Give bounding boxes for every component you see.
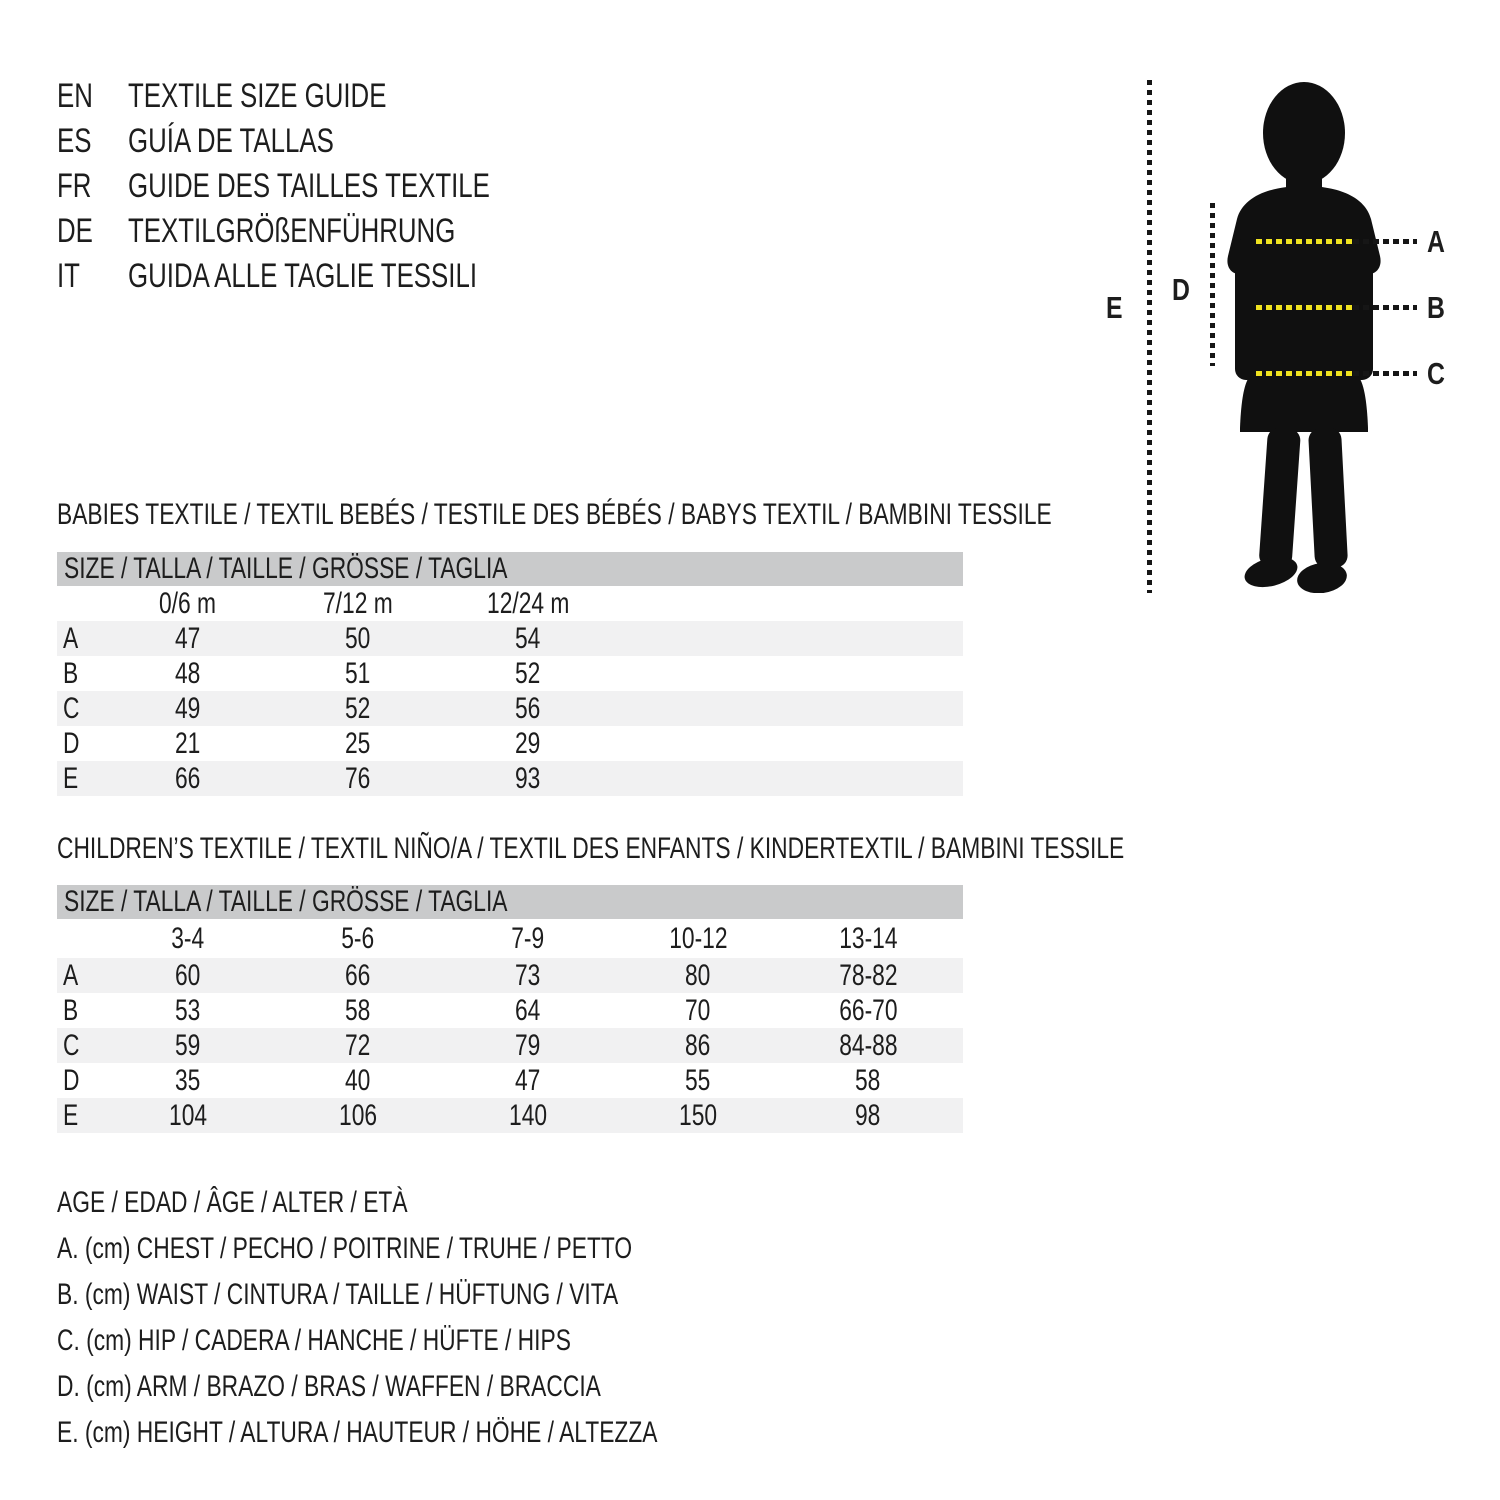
table-row <box>57 1028 963 1063</box>
cell-text: 140 <box>508 1098 548 1132</box>
chest-measure-dash-yellow <box>1256 239 1353 244</box>
cell-text: 25 <box>345 726 371 760</box>
cell-text: 54 <box>515 621 541 655</box>
language-code-text: IT <box>57 257 80 295</box>
row-letter-text: B <box>63 993 79 1027</box>
table-row <box>57 761 963 796</box>
table-row <box>57 726 963 761</box>
cell-text: 76 <box>345 761 371 795</box>
table-row <box>57 1098 963 1133</box>
row-letter-text: E <box>63 761 79 795</box>
language-code <box>57 257 128 296</box>
row-letter-text: D <box>63 726 80 760</box>
column-header-text: 13-14 <box>838 921 898 955</box>
row-letter <box>57 1064 103 1098</box>
cell-text: 58 <box>855 1063 881 1097</box>
table-cell <box>443 692 613 726</box>
table-row <box>57 993 963 1028</box>
table-cell <box>103 692 273 726</box>
cell-text: 35 <box>175 1063 201 1097</box>
children-size-table <box>57 885 963 1133</box>
table-cell <box>443 994 613 1028</box>
language-row <box>57 74 604 119</box>
column-header <box>273 922 443 956</box>
legend-line-arm <box>57 1364 847 1410</box>
table-cell <box>273 1064 443 1098</box>
cell-text: 29 <box>515 726 541 760</box>
cell-text: 40 <box>345 1063 371 1097</box>
cell-text: 53 <box>175 993 201 1027</box>
cell-text: 98 <box>855 1098 881 1132</box>
legend-line-text: A. (cm) CHEST / PECHO / POITRINE / TRUHE / PETTO <box>57 1232 633 1265</box>
children-table-header-bar <box>57 885 963 919</box>
table-cell <box>783 994 953 1028</box>
column-header <box>613 922 783 956</box>
row-letter-text: A <box>63 621 79 655</box>
table-row <box>57 958 963 993</box>
column-header-text: 5-6 <box>341 921 375 955</box>
babies-size-table <box>57 552 963 796</box>
cell-text: 93 <box>515 761 541 795</box>
language-title-list <box>57 74 604 299</box>
language-title <box>128 122 399 161</box>
language-row <box>57 164 604 209</box>
language-code <box>57 122 128 161</box>
column-header-text: 3-4 <box>171 921 205 955</box>
silhouette-right-leg <box>1308 427 1348 569</box>
legend-line-text: B. (cm) WAIST / CINTURA / TAILLE / HÜFTUNG / VITA <box>57 1278 619 1311</box>
language-title-text: GUIDA ALLE TAGLIE TESSILI <box>128 257 478 295</box>
cell-text: 55 <box>685 1063 711 1097</box>
language-code <box>57 77 128 116</box>
cell-text: 58 <box>345 993 371 1027</box>
table-cell <box>103 657 273 691</box>
cell-text: 70 <box>685 993 711 1027</box>
table-cell <box>273 622 443 656</box>
language-code <box>57 167 128 206</box>
table-cell <box>273 727 443 761</box>
legend-line-text: AGE / EDAD / ÂGE / ALTER / ETÀ <box>57 1186 408 1219</box>
cell-text: 47 <box>175 621 201 655</box>
waist-measure-dash-yellow <box>1256 305 1353 310</box>
column-header-text: 12/24 m <box>486 586 570 620</box>
cell-text: 79 <box>515 1028 541 1062</box>
babies-column-header-row <box>57 586 963 621</box>
table-cell <box>273 692 443 726</box>
table-cell <box>103 622 273 656</box>
cell-text: 56 <box>515 691 541 725</box>
cell-text: 51 <box>345 656 371 690</box>
children-column-header-row <box>57 919 963 958</box>
language-title-text: GUÍA DE TALLAS <box>128 122 334 160</box>
table-cell <box>613 959 783 993</box>
row-letter-text: E <box>63 1098 79 1132</box>
cell-text: 64 <box>515 993 541 1027</box>
language-code-text: ES <box>57 122 92 160</box>
row-letter <box>57 994 103 1028</box>
measurement-legend <box>57 1180 847 1456</box>
arm-measure-line-D <box>1210 203 1215 366</box>
babies-section-title <box>57 499 1366 531</box>
babies-size-header-text: SIZE / TALLA / TAILLE / GRÖSSE / TAGLIA <box>64 552 508 585</box>
row-letter <box>57 622 103 656</box>
row-letter-text: C <box>63 691 80 725</box>
legend-line-chest <box>57 1226 847 1272</box>
table-cell <box>613 994 783 1028</box>
babies-table-header-bar <box>57 552 963 586</box>
table-cell <box>443 1099 613 1133</box>
table-cell <box>443 762 613 796</box>
row-letter-text: B <box>63 656 79 690</box>
cell-text: 50 <box>345 621 371 655</box>
cell-text: 80 <box>685 958 711 992</box>
row-letter <box>57 762 103 796</box>
cell-text: 104 <box>168 1098 208 1132</box>
table-cell <box>273 657 443 691</box>
silhouette-left-leg <box>1258 427 1301 569</box>
language-title <box>128 167 604 206</box>
column-header <box>273 587 443 621</box>
row-letter <box>57 959 103 993</box>
legend-line-height <box>57 1410 847 1456</box>
column-header <box>783 922 953 956</box>
legend-line-waist <box>57 1272 847 1318</box>
legend-line-text: E. (cm) HEIGHT / ALTURA / HAUTEUR / HÖHE / ALTEZZA <box>57 1416 658 1449</box>
cell-text: 84-88 <box>838 1028 898 1062</box>
language-title <box>128 257 587 296</box>
table-cell <box>103 959 273 993</box>
row-letter <box>57 657 103 691</box>
cell-text: 21 <box>175 726 201 760</box>
hip-measure-dash-dark <box>1353 371 1417 376</box>
language-title <box>128 212 559 251</box>
cell-text: 47 <box>515 1063 541 1097</box>
table-cell <box>273 994 443 1028</box>
language-code-text: DE <box>57 212 93 250</box>
table-cell <box>273 1029 443 1063</box>
row-letter <box>57 692 103 726</box>
cell-text: 60 <box>175 958 201 992</box>
language-title-text: GUIDE DES TAILLES TEXTILE <box>128 167 490 205</box>
table-cell <box>783 1099 953 1133</box>
cell-text: 66 <box>345 958 371 992</box>
measure-label-D: D <box>1172 272 1190 307</box>
cell-text: 48 <box>175 656 201 690</box>
language-row <box>57 209 604 254</box>
measure-label-A: A <box>1427 224 1445 259</box>
table-cell <box>443 1029 613 1063</box>
legend-line-text: C. (cm) HIP / CADERA / HANCHE / HÜFTE / HIPS <box>57 1324 571 1357</box>
measure-label-B: B <box>1427 290 1445 325</box>
table-cell <box>613 1029 783 1063</box>
table-cell <box>103 1029 273 1063</box>
cell-text: 73 <box>515 958 541 992</box>
table-row <box>57 621 963 656</box>
children-size-header-text: SIZE / TALLA / TAILLE / GRÖSSE / TAGLIA <box>64 885 508 918</box>
table-cell <box>273 1099 443 1133</box>
row-letter-text: D <box>63 1063 80 1097</box>
measure-label-E: E <box>1106 290 1123 325</box>
row-letter <box>57 1099 103 1133</box>
table-cell <box>443 1064 613 1098</box>
table-row <box>57 691 963 726</box>
language-row <box>57 119 604 164</box>
cell-text: 106 <box>338 1098 378 1132</box>
table-cell <box>103 1064 273 1098</box>
cell-text: 86 <box>685 1028 711 1062</box>
legend-line-hip <box>57 1318 847 1364</box>
table-cell <box>783 959 953 993</box>
cell-text: 59 <box>175 1028 201 1062</box>
chest-measure-dash-dark <box>1353 239 1417 244</box>
cell-text: 49 <box>175 691 201 725</box>
waist-measure-dash-dark <box>1353 305 1417 310</box>
table-cell <box>613 1099 783 1133</box>
legend-line-age <box>57 1180 847 1226</box>
language-title-text: TEXTILGRÖßENFÜHRUNG <box>128 212 456 250</box>
children-section-title-text: CHILDREN’S TEXTILE / TEXTIL NIÑO/A / TEXTIL DES ENFANTS / KINDERTEXTIL / BAMBINI TESSILE <box>57 832 1125 865</box>
row-letter-text: C <box>63 1028 80 1062</box>
column-header-text: 0/6 m <box>159 586 217 620</box>
language-code-text: FR <box>57 167 92 205</box>
hip-measure-dash-yellow <box>1256 371 1353 376</box>
row-letter <box>57 727 103 761</box>
language-title-text: TEXTILE SIZE GUIDE <box>128 77 387 115</box>
column-header-text: 7/12 m <box>323 586 393 620</box>
measure-label-C: C <box>1427 356 1445 391</box>
cell-text: 52 <box>345 691 371 725</box>
column-header <box>103 587 273 621</box>
table-cell <box>783 1029 953 1063</box>
cell-text: 66 <box>175 761 201 795</box>
table-cell <box>443 959 613 993</box>
children-section-title <box>57 833 1461 865</box>
table-cell <box>103 762 273 796</box>
language-code <box>57 212 128 251</box>
language-title <box>128 77 468 116</box>
table-row <box>57 656 963 691</box>
row-letter-text: A <box>63 958 79 992</box>
table-cell <box>443 727 613 761</box>
table-cell <box>273 959 443 993</box>
column-header-text: 10-12 <box>668 921 728 955</box>
table-cell <box>783 1064 953 1098</box>
cell-text: 72 <box>345 1028 371 1062</box>
table-cell <box>443 622 613 656</box>
column-header <box>443 922 613 956</box>
table-cell <box>103 727 273 761</box>
babies-section-title-text: BABIES TEXTILE / TEXTIL BEBÉS / TESTILE DES BÉBÉS / BABYS TEXTIL / BAMBINI TESSILE <box>57 498 1052 531</box>
silhouette-head <box>1263 82 1345 184</box>
column-header-text: 7-9 <box>511 921 545 955</box>
column-header <box>103 922 273 956</box>
column-header <box>443 587 613 621</box>
language-row <box>57 254 604 299</box>
row-letter <box>57 1029 103 1063</box>
silhouette-left-arm <box>1235 238 1258 380</box>
table-row <box>57 1063 963 1098</box>
cell-text: 52 <box>515 656 541 690</box>
legend-line-text: D. (cm) ARM / BRAZO / BRAS / WAFFEN / BRACCIA <box>57 1370 601 1403</box>
cell-text: 150 <box>678 1098 718 1132</box>
table-cell <box>273 762 443 796</box>
cell-text: 78-82 <box>838 958 898 992</box>
cell-text: 66-70 <box>838 993 898 1027</box>
table-cell <box>103 1099 273 1133</box>
language-code-text: EN <box>57 77 93 115</box>
table-cell <box>443 657 613 691</box>
table-cell <box>103 994 273 1028</box>
silhouette-shorts <box>1240 375 1368 432</box>
table-cell <box>613 1064 783 1098</box>
